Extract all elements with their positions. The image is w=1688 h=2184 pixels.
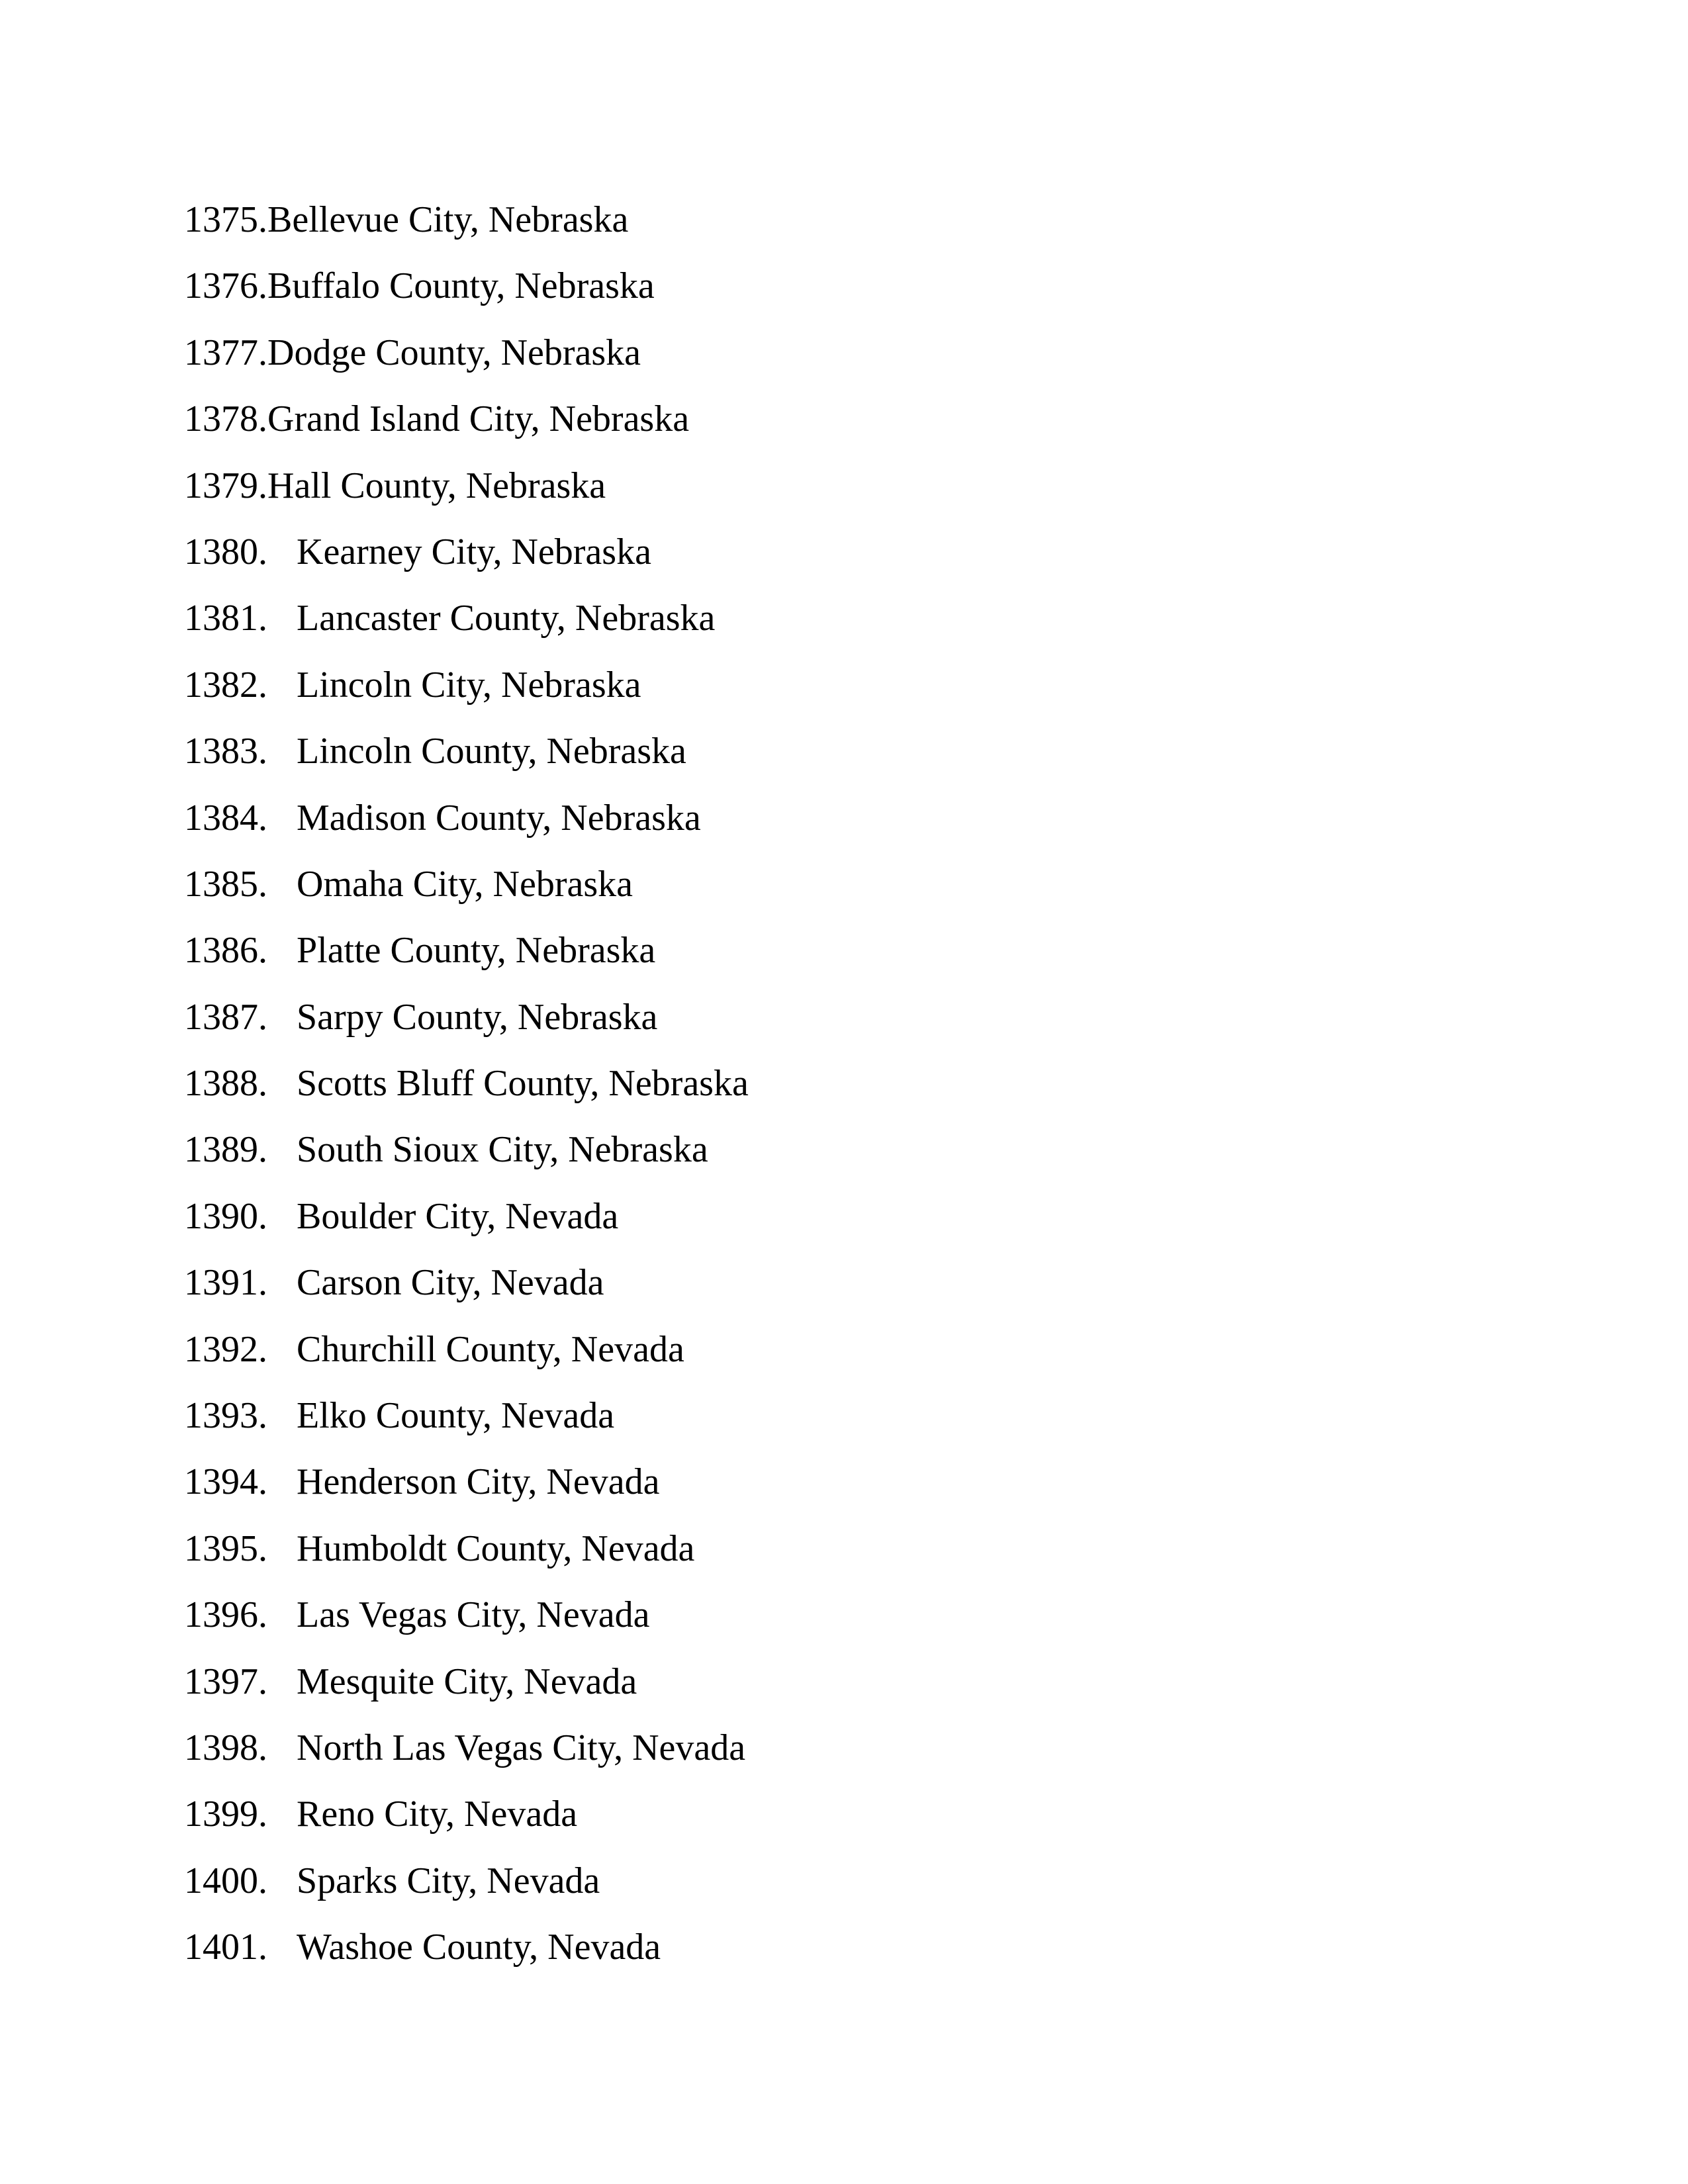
- list-item-number: 1391.: [184, 1262, 267, 1304]
- list-item-text: Platte County, Nebraska: [297, 930, 656, 972]
- list-item-number: 1383.: [184, 731, 267, 772]
- list-item: [184, 329, 749, 395]
- list-item-text: Elko County, Nevada: [297, 1395, 615, 1437]
- list-item-number: 1378.: [184, 398, 267, 440]
- list-item-number: 1397.: [184, 1661, 267, 1702]
- list-item-number: 1394.: [184, 1461, 267, 1503]
- list-item-number: 1392.: [184, 1328, 267, 1370]
- list-item: [184, 860, 749, 927]
- list-item-text: Scotts Bluff County, Nebraska: [297, 1063, 749, 1105]
- list-item-number: 1401.: [184, 1927, 267, 1968]
- numbered-list: [184, 196, 749, 1990]
- list-item-number: 1379.: [184, 465, 267, 506]
- list-item-number: 1398.: [184, 1727, 267, 1768]
- list-item-text: Lincoln City, Nebraska: [297, 664, 641, 705]
- list-item: [184, 1724, 749, 1790]
- list-item: [184, 594, 749, 660]
- list-item: [184, 927, 749, 993]
- list-item-text: Kearney City, Nebraska: [297, 531, 651, 572]
- list-item: [184, 727, 749, 794]
- list-item: [184, 262, 749, 328]
- list-item: [184, 1193, 749, 1259]
- list-item-text: South Sioux City, Nebraska: [297, 1129, 708, 1171]
- list-item-number: 1387.: [184, 996, 267, 1038]
- list-item: [184, 1060, 749, 1126]
- list-item-text: Buffalo County, Nebraska: [267, 265, 655, 307]
- list-item-number: 1384.: [184, 797, 267, 839]
- list-item: [184, 1326, 749, 1392]
- list-item-text: Las Vegas City, Nevada: [297, 1594, 650, 1636]
- list-item-text: Grand Island City, Nebraska: [267, 398, 690, 440]
- list-item: [184, 395, 749, 461]
- list-item-text: Mesquite City, Nevada: [297, 1661, 637, 1702]
- list-item-text: Madison County, Nebraska: [297, 797, 701, 839]
- list-item-text: Bellevue City, Nebraska: [267, 199, 629, 240]
- list-item-text: Lancaster County, Nebraska: [297, 598, 716, 639]
- list-item-number: 1386.: [184, 930, 267, 972]
- list-item-number: 1395.: [184, 1527, 267, 1569]
- list-item: [184, 1790, 749, 1856]
- list-item-text: North Las Vegas City, Nevada: [297, 1727, 746, 1768]
- list-item-number: 1385.: [184, 863, 267, 905]
- list-item-text: Hall County, Nebraska: [267, 465, 606, 506]
- list-item: [184, 528, 749, 594]
- list-item-text: Carson City, Nevada: [297, 1262, 604, 1304]
- list-item-number: 1400.: [184, 1860, 267, 1901]
- list-item: [184, 1923, 749, 1989]
- list-item: [184, 1259, 749, 1325]
- list-item: [184, 1126, 749, 1192]
- list-item-number: 1382.: [184, 664, 267, 705]
- list-item: [184, 1591, 749, 1657]
- list-item-number: 1396.: [184, 1594, 267, 1636]
- list-item: [184, 196, 749, 262]
- list-item: [184, 1458, 749, 1524]
- list-item-number: 1381.: [184, 598, 267, 639]
- list-item-text: Sparks City, Nevada: [297, 1860, 600, 1901]
- list-item-text: Sarpy County, Nebraska: [297, 996, 658, 1038]
- list-item-number: 1389.: [184, 1129, 267, 1171]
- list-item: [184, 1525, 749, 1591]
- list-item-number: 1390.: [184, 1195, 267, 1237]
- list-item: [184, 661, 749, 727]
- list-item-number: 1380.: [184, 531, 267, 572]
- list-item-text: Henderson City, Nevada: [297, 1461, 660, 1503]
- list-item-number: 1388.: [184, 1063, 267, 1105]
- list-item-number: 1376.: [184, 265, 267, 307]
- list-item-text: Humboldt County, Nevada: [297, 1527, 695, 1569]
- list-item-text: Washoe County, Nevada: [297, 1927, 661, 1968]
- list-item-number: 1375.: [184, 199, 267, 240]
- list-item: [184, 794, 749, 860]
- list-item: [184, 1392, 749, 1458]
- list-item-text: Lincoln County, Nebraska: [297, 731, 686, 772]
- list-item-text: Dodge County, Nebraska: [267, 332, 641, 373]
- list-item: [184, 993, 749, 1060]
- list-item: [184, 1857, 749, 1923]
- list-item-text: Boulder City, Nevada: [297, 1195, 619, 1237]
- list-item-number: 1393.: [184, 1395, 267, 1437]
- list-item-number: 1399.: [184, 1794, 267, 1835]
- list-item-text: Churchill County, Nevada: [297, 1328, 684, 1370]
- list-item-text: Reno City, Nevada: [297, 1794, 578, 1835]
- list-item: [184, 1658, 749, 1724]
- list-item: [184, 462, 749, 528]
- list-item-number: 1377.: [184, 332, 267, 373]
- list-item-text: Omaha City, Nebraska: [297, 863, 633, 905]
